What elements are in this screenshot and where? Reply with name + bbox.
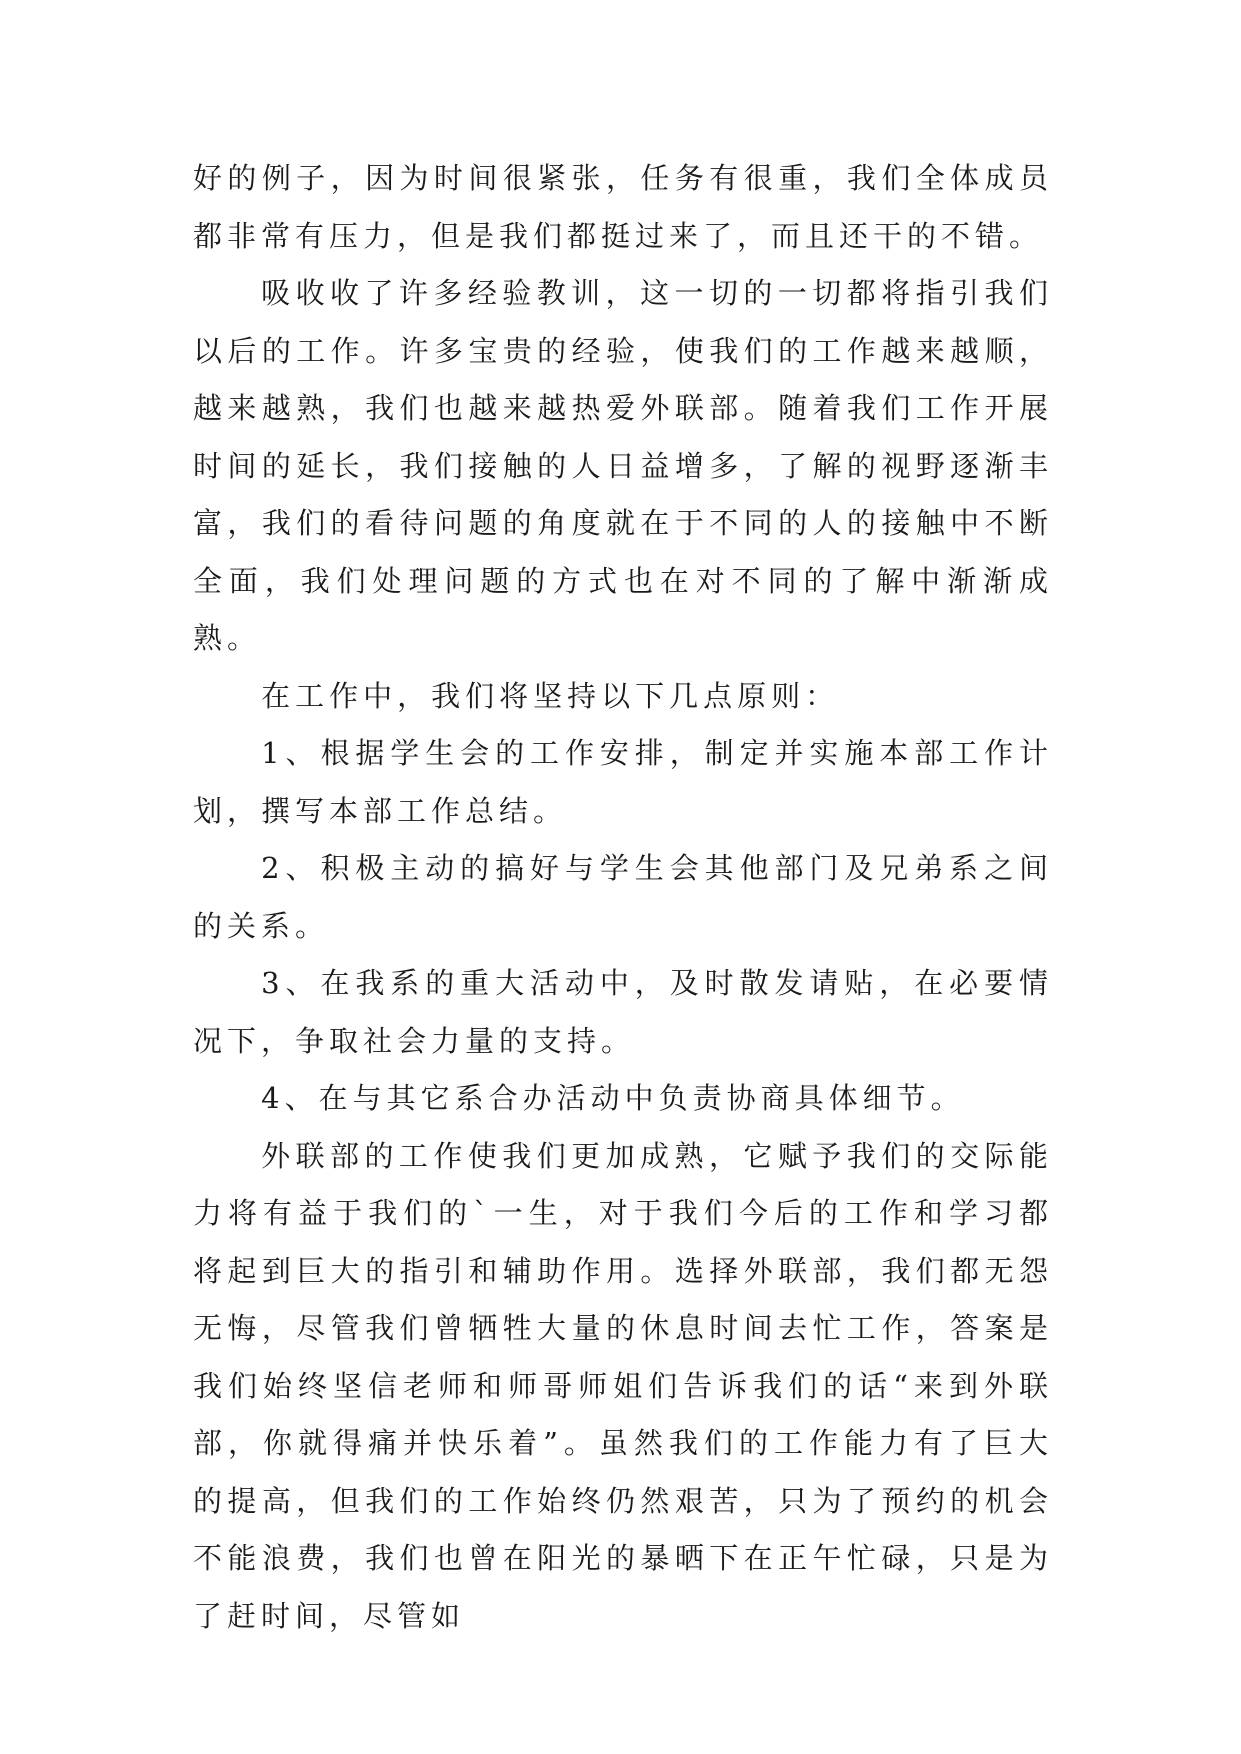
paragraph-1: 好的例子，因为时间很紧张，任务有很重，我们全体成员都非常有压力，但是我们都挺过来了，而且还干的不错。: [193, 161, 1053, 253]
paragraph-2: 吸收收了许多经验教训，这一切的一切都将指引我们以后的工作。许多宝贵的经验，使我们的工作越来越顺，越来越熟，我们也越来越热爱外联部。随着我们工作开展时间的延长，我们接触的人日益增多，了解的视野逐渐丰富，我们的看待问题的角度就在于不同的人的接触中不断全面，我们处理问题的方式也在对不同的了解中渐渐成熟。: [193, 276, 1053, 655]
paragraph-7: 4、在与其它系合办活动中负责协商具体细节。: [261, 1081, 965, 1115]
paragraph-8: 外联部的工作使我们更加成熟，它赋予我们的交际能力将有益于我们的`一生，对于我们今后的工作和学习都将起到巨大的指引和辅助作用。选择外联部，我们都无怨无悔，尽管我们曾牺牲大量的休息时间去忙工作，答案是我们始终坚信老师和师哥师姐们告诉我们的话“来到外联部，你就得痛并快乐着”。虽然我们的工作能力有了巨大的提高，但我们的工作始终仍然艰苦，只为了预约的机会不能浪费，我们也曾在阳光的暴晒下在正午忙碌，只是为了赶时间，尽管如: [193, 1138, 1053, 1633]
document-page: [193, 150, 1053, 1645]
paragraph-4: 1、根据学生会的工作安排，制定并实施本部工作计划，撰写本部工作总结。: [193, 736, 1053, 828]
paragraph-3: 在工作中，我们将坚持以下几点原则：: [261, 678, 840, 713]
paragraph-6: 3、在我系的重大活动中，及时散发请贴，在必要情况下，争取社会力量的支持。: [193, 966, 1053, 1058]
paragraph-5: 2、积极主动的搞好与学生会其他部门及兄弟系之间的关系。: [193, 851, 1053, 943]
